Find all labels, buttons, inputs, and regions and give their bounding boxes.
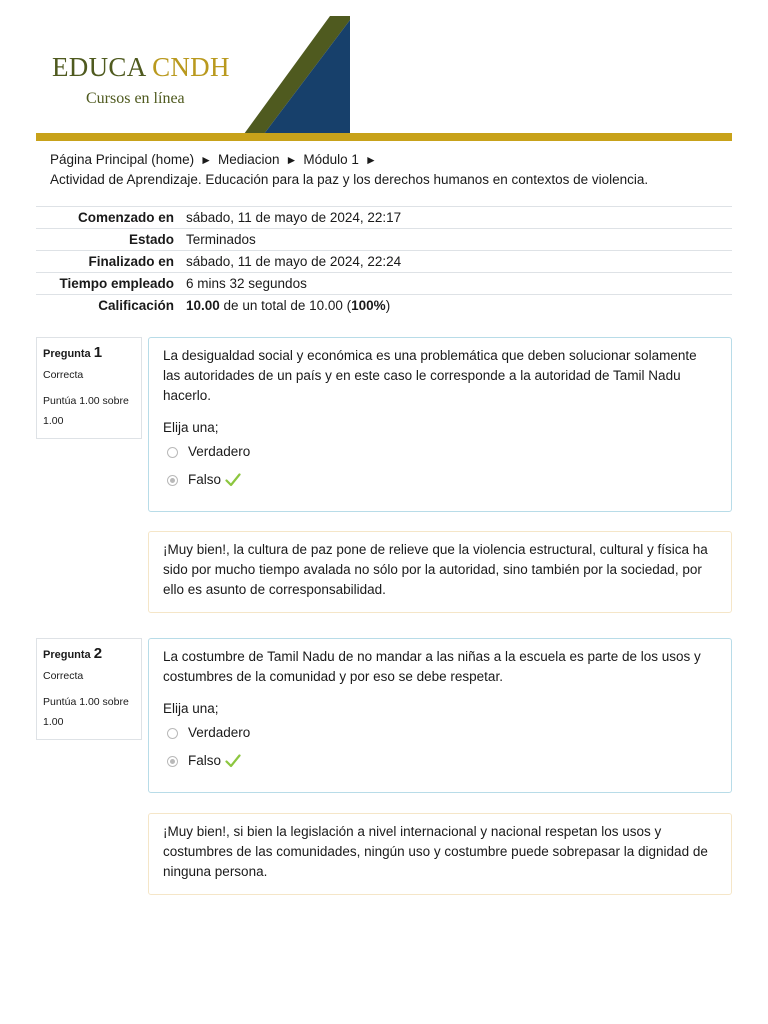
summary-label: Tiempo empleado <box>36 273 180 295</box>
grade-percent: 100% <box>351 298 386 313</box>
summary-row <box>36 273 732 295</box>
summary-row <box>36 251 732 273</box>
question-state: Correcta <box>43 670 84 682</box>
grade-value <box>180 295 732 317</box>
breadcrumb-trail <box>50 150 730 170</box>
summary-label: Comenzado en <box>36 207 180 229</box>
breadcrumb-home[interactable]: Página Principal (home) <box>50 152 195 167</box>
answer-label: Falso <box>188 753 222 768</box>
summary-value: 6 mins 32 segundos <box>180 273 732 295</box>
question-number-value: 2 <box>93 645 103 662</box>
question-formulation <box>148 337 732 512</box>
radio-button-selected[interactable] <box>167 475 178 486</box>
question-number-value: 1 <box>93 344 103 361</box>
site-header <box>36 0 732 142</box>
breadcrumb-current[interactable]: Actividad de Aprendizaje. Educación para la paz y los derechos humanos en contextos de violencia. <box>50 172 649 187</box>
radio-button[interactable] <box>167 728 178 739</box>
feedback-text: ¡Muy bien!, si bien la legislación a nivel internacional y nacional respetan los usos y costumbres de las comunidades, ningún uso y costumbre puede sobrepasar la dignidad de ninguna persona. <box>163 824 708 879</box>
question-formulation <box>148 638 732 793</box>
summary-row <box>36 229 732 251</box>
question-number <box>43 344 135 361</box>
logo-cndh: CNDH <box>152 52 230 82</box>
summary-label: Finalizado en <box>36 251 180 273</box>
summary-row <box>36 207 732 229</box>
header-divider <box>36 133 732 141</box>
summary-value: Terminados <box>180 229 732 251</box>
feedback-text: ¡Muy bien!, la cultura de paz pone de relieve que la violencia estructural, cultural y física ha sido por mucho tiempo avalada no sólo por la autoridad, sino también por la sociedad, por ello es asunto de corresponsabilidad. <box>163 542 708 597</box>
correct-check-icon <box>225 473 241 487</box>
answer-label: Verdadero <box>188 444 251 459</box>
question-grade: Puntúa 1.00 sobre 1.00 <box>43 696 129 728</box>
summary-value: sábado, 11 de mayo de 2024, 22:24 <box>180 251 732 273</box>
answer-option[interactable] <box>167 466 717 494</box>
question-number <box>43 645 135 662</box>
grade-total: de un total de 10.00 ( <box>219 298 352 313</box>
correct-check-icon <box>225 754 241 768</box>
question-feedback <box>148 813 732 895</box>
breadcrumb-modulo[interactable]: Módulo 1 <box>303 152 359 167</box>
question-info <box>36 638 142 740</box>
breadcrumb-separator: ► <box>200 153 212 167</box>
question-feedback <box>148 531 732 613</box>
breadcrumb-separator: ► <box>364 153 377 167</box>
logo-educa: EDUCA <box>52 52 146 82</box>
breadcrumb <box>50 150 730 190</box>
question-info <box>36 337 142 439</box>
answer-label: Verdadero <box>188 725 251 740</box>
answer-label: Falso <box>188 472 222 487</box>
answer-option[interactable] <box>167 438 717 466</box>
question-grade: Puntúa 1.00 sobre 1.00 <box>43 395 129 427</box>
grade-score: 10.00 <box>186 298 220 313</box>
summary-value: sábado, 11 de mayo de 2024, 22:17 <box>180 207 732 229</box>
question-state: Correcta <box>43 369 84 381</box>
attempt-summary-table <box>36 206 732 316</box>
radio-button-selected[interactable] <box>167 756 178 767</box>
question-prompt: Elija una; <box>163 420 219 435</box>
radio-button[interactable] <box>167 447 178 458</box>
answer-option[interactable] <box>167 747 717 775</box>
summary-row <box>36 295 732 317</box>
summary-label: Estado <box>36 229 180 251</box>
question-prompt: Elija una; <box>163 701 219 716</box>
question-text: La desigualdad social y económica es una problemática que deben solucionar solamente las autoridades de un país y en este caso le corresponde a la autoridad de Tamil Nadu hacerlo. <box>163 348 697 403</box>
question-label: Pregunta <box>43 649 91 661</box>
logo-text[interactable] <box>52 52 230 83</box>
logo-graphic <box>244 16 350 136</box>
question-label: Pregunta <box>43 348 91 360</box>
summary-label: Calificación <box>36 295 180 317</box>
logo-subtitle: Cursos en línea <box>86 90 185 107</box>
grade-close: ) <box>385 298 391 313</box>
question-text: La costumbre de Tamil Nadu de no mandar a las niñas a la escuela es parte de los usos y costumbres de la comunidad y por eso se debe respetar. <box>163 649 701 684</box>
answer-option[interactable] <box>167 719 717 747</box>
breadcrumb-mediacion[interactable]: Mediacion <box>217 152 280 167</box>
breadcrumb-separator: ► <box>285 153 298 167</box>
